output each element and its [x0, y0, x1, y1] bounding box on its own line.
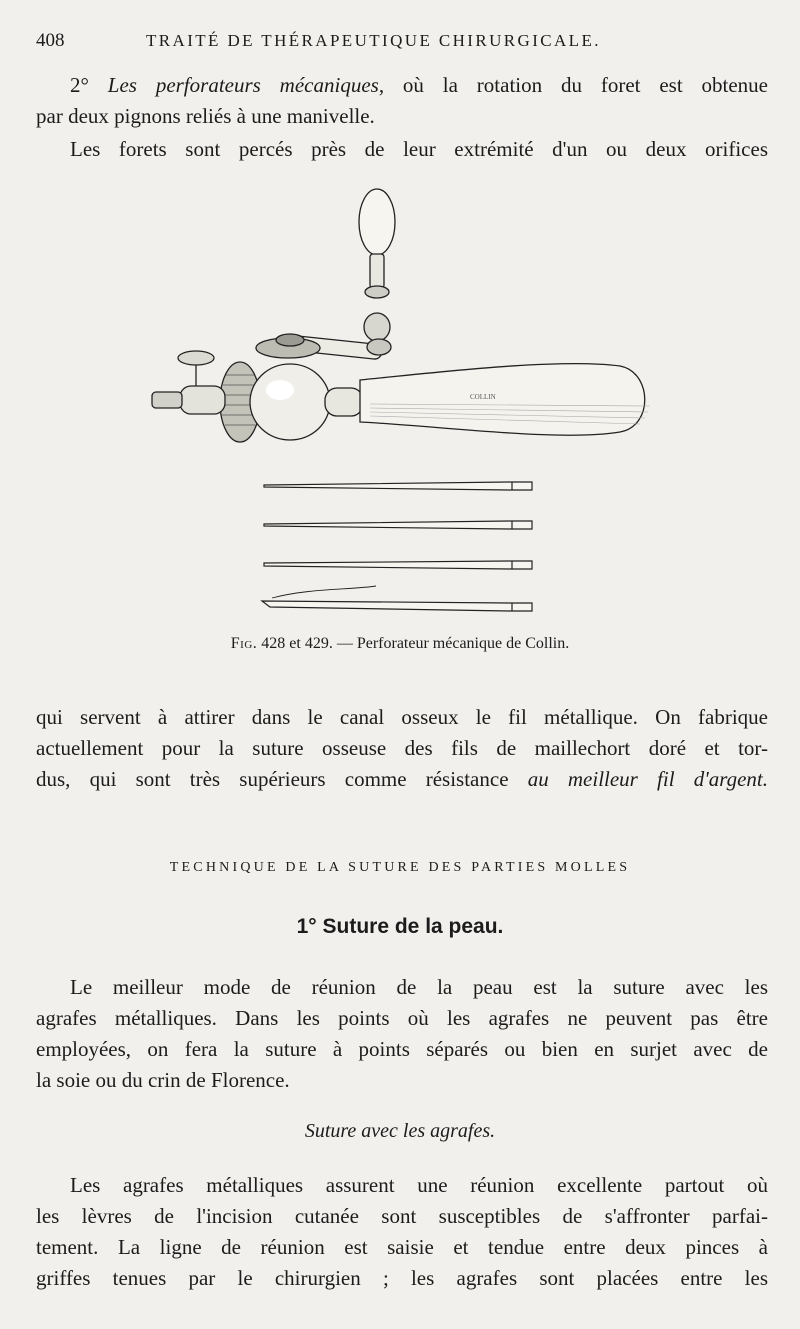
figure-caption: [36, 635, 764, 653]
page-header: [36, 30, 764, 58]
text-line: qui servent à attirer dans le canal osseux le fil métallique. On fabrique: [36, 705, 768, 729]
text-span: , où la rotation du foret est obtenue: [378, 73, 769, 97]
handle: [360, 364, 645, 436]
text-line: par deux pignons reliés à une manivelle.: [36, 104, 375, 128]
text-span: dus, qui sont très supérieurs comme résistance: [36, 767, 509, 791]
drill-bit: [262, 586, 532, 611]
crank-pivot: [364, 313, 390, 341]
text-line: actuellement pour la suture osseuse des fils de maillechort doré et tor-: [36, 736, 768, 760]
engraving-mark: COLLIN: [470, 393, 496, 401]
text-line: griffes tenues par le chirurgien ; les agrafes sont placées entre les: [36, 1266, 768, 1290]
text-line: agrafes métalliques. Dans les points où les agrafes ne peuvent pas être: [36, 1006, 768, 1030]
section-heading: TECHNIQUE DE LA SUTURE DES PARTIES MOLLES: [169, 860, 631, 875]
left-fitting: [180, 386, 225, 414]
text-line: les lèvres de l'incision cutanée sont susceptibles de s'affronter parfai-: [36, 1204, 768, 1228]
running-title: TRAITÉ DE THÉRAPEUTIQUE CHIRURGICALE.: [146, 31, 601, 50]
handle-neck: [325, 388, 363, 416]
crank-arm-end: [367, 339, 391, 355]
text-line: tement. La ligne de réunion est saisie et tendue entre deux pinces à: [36, 1235, 768, 1259]
drill-bit: [264, 521, 532, 529]
figure-perforateur: [140, 180, 660, 620]
top-pinion-cap: [276, 334, 304, 346]
caption-text: 428 et 429. — Perforateur mécanique de Collin.: [261, 635, 570, 652]
knob-neck: [370, 254, 384, 288]
central-housing: [250, 364, 330, 440]
text-line: Le meilleur mode de réunion de la peau est la suture avec les: [70, 975, 768, 999]
paragraph-fils: [36, 702, 768, 795]
left-nut-top: [178, 351, 214, 365]
paragraph-agrafes: [36, 1170, 768, 1294]
list-number: 2°: [70, 73, 89, 97]
italic-heading: Suture avec les agrafes.: [304, 1120, 496, 1142]
page-number: 408: [36, 30, 65, 51]
drill-bit: [264, 561, 532, 569]
left-fitting-tip: [152, 392, 182, 408]
paragraph-perforateurs: [36, 70, 768, 132]
text-line: Les forets sont percés près de leur extrémité d'un ou deux orifices: [70, 137, 768, 161]
drill-bit: [264, 482, 532, 490]
italic-phrase: au meilleur fil d'argent.: [527, 767, 768, 791]
text-line: [36, 764, 768, 795]
text-line: [36, 70, 768, 101]
perforateur-illustration: [140, 180, 660, 620]
text-line: la soie ou du crin de Florence.: [36, 1068, 290, 1092]
paragraph-suture-peau: [36, 972, 768, 1096]
drill-bits: [262, 482, 532, 611]
text-line: Les agrafes métalliques assurent une réunion excellente partout où: [70, 1173, 768, 1197]
crank-knob: [359, 189, 395, 255]
knob-collar: [365, 286, 389, 298]
text-line: employées, on fera la suture à points séparés ou bien en surjet avec de: [36, 1037, 768, 1061]
paragraph-forets: [36, 134, 768, 165]
italic-term: Les perforateurs mécaniques: [107, 73, 379, 97]
subsection-heading: 1° Suture de la peau.: [296, 915, 504, 938]
caption-fig-label: Fig.: [230, 635, 258, 652]
